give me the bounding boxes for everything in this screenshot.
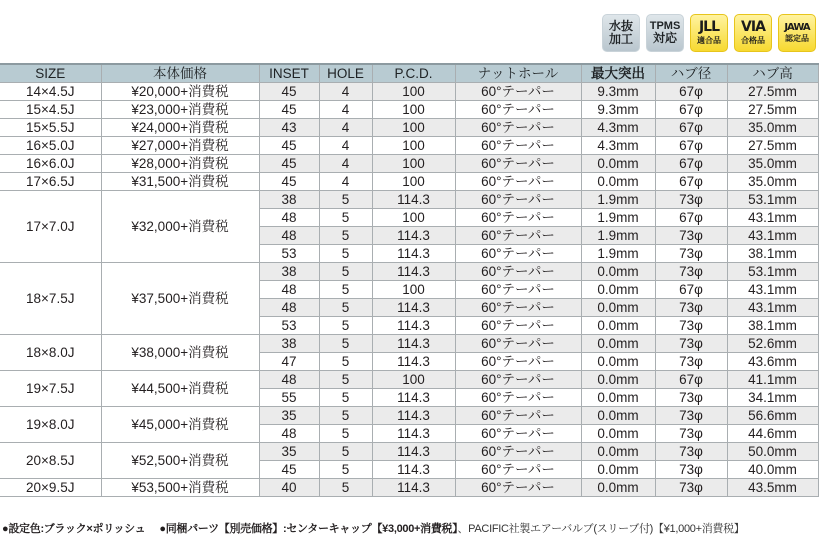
- hole-cell: 4: [319, 137, 372, 155]
- hub-height-cell: 43.1mm: [727, 281, 818, 299]
- nut-hole-cell: 60°テーパー: [455, 371, 581, 389]
- badge-line: TPMS: [649, 19, 681, 32]
- hub-diameter-cell: 73φ: [655, 479, 727, 497]
- inset-cell: 48: [259, 299, 319, 317]
- hub-diameter-cell: 73φ: [655, 227, 727, 245]
- table-header-row: [0, 64, 818, 83]
- col-header-price: 本体価格: [101, 64, 259, 83]
- inset-cell: 40: [259, 479, 319, 497]
- hole-cell: 4: [319, 119, 372, 137]
- hub-height-cell: 56.6mm: [727, 407, 818, 425]
- nut-hole-cell: 60°テーパー: [455, 173, 581, 191]
- max-protrusion-cell: 1.9mm: [581, 227, 655, 245]
- table-row: [0, 137, 818, 155]
- pcd-cell: 114.3: [372, 425, 455, 443]
- hole-cell: 5: [319, 281, 372, 299]
- max-protrusion-cell: 0.0mm: [581, 407, 655, 425]
- size-cell: 20×8.5J: [0, 443, 101, 479]
- max-protrusion-cell: 0.0mm: [581, 371, 655, 389]
- hub-diameter-cell: 73φ: [655, 425, 727, 443]
- hub-height-cell: 34.1mm: [727, 389, 818, 407]
- col-header-hub-height: ハブ高: [727, 64, 818, 83]
- nut-hole-cell: 60°テーパー: [455, 155, 581, 173]
- hub-height-cell: 43.1mm: [727, 299, 818, 317]
- size-cell: 17×7.0J: [0, 191, 101, 263]
- max-protrusion-cell: 0.0mm: [581, 281, 655, 299]
- price-cell: ¥31,500+消費税: [101, 173, 259, 191]
- price-cell: ¥38,000+消費税: [101, 335, 259, 371]
- nut-hole-cell: 60°テーパー: [455, 353, 581, 371]
- hub-height-cell: 53.1mm: [727, 191, 818, 209]
- nut-hole-cell: 60°テーパー: [455, 263, 581, 281]
- pcd-cell: 100: [372, 281, 455, 299]
- size-cell: 18×8.0J: [0, 335, 101, 371]
- badge-line: 対応: [652, 31, 677, 46]
- nut-hole-cell: 60°テーパー: [455, 137, 581, 155]
- hub-height-cell: 52.6mm: [727, 335, 818, 353]
- size-cell: 14×4.5J: [0, 83, 101, 101]
- hub-height-cell: 43.6mm: [727, 353, 818, 371]
- hub-diameter-cell: 67φ: [655, 173, 727, 191]
- pcd-cell: 114.3: [372, 353, 455, 371]
- hole-cell: 5: [319, 371, 372, 389]
- hole-cell: 5: [319, 227, 372, 245]
- pcd-cell: 114.3: [372, 191, 455, 209]
- badge-line: 加工: [608, 32, 633, 46]
- inset-cell: 35: [259, 443, 319, 461]
- hole-cell: 4: [319, 83, 372, 101]
- nut-hole-cell: 60°テーパー: [455, 335, 581, 353]
- nut-hole-cell: 60°テーパー: [455, 191, 581, 209]
- hole-cell: 5: [319, 263, 372, 281]
- inset-cell: 53: [259, 317, 319, 335]
- hub-diameter-cell: 67φ: [655, 101, 727, 119]
- size-cell: 16×6.0J: [0, 155, 101, 173]
- pcd-cell: 114.3: [372, 299, 455, 317]
- pcd-cell: 114.3: [372, 389, 455, 407]
- hub-height-cell: 38.1mm: [727, 245, 818, 263]
- inset-cell: 53: [259, 245, 319, 263]
- size-cell: 18×7.5J: [0, 263, 101, 335]
- pcd-cell: 114.3: [372, 317, 455, 335]
- hub-height-cell: 44.6mm: [727, 425, 818, 443]
- inset-cell: 48: [259, 281, 319, 299]
- inset-cell: 48: [259, 371, 319, 389]
- max-protrusion-cell: 9.3mm: [581, 101, 655, 119]
- hub-height-cell: 43.1mm: [727, 209, 818, 227]
- size-cell: 19×8.0J: [0, 407, 101, 443]
- price-cell: ¥27,000+消費税: [101, 137, 259, 155]
- price-cell: ¥52,500+消費税: [101, 443, 259, 479]
- size-cell: 15×4.5J: [0, 101, 101, 119]
- price-cell: ¥24,000+消費税: [101, 119, 259, 137]
- badge-label: 合格品: [741, 36, 765, 46]
- hub-height-cell: 53.1mm: [727, 263, 818, 281]
- jwl-compliant-badge: [690, 14, 728, 52]
- pcd-cell: 100: [372, 371, 455, 389]
- inset-cell: 38: [259, 191, 319, 209]
- hole-cell: 5: [319, 443, 372, 461]
- col-header-size: SIZE: [0, 64, 101, 83]
- max-protrusion-cell: 4.3mm: [581, 137, 655, 155]
- hub-height-cell: 35.0mm: [727, 155, 818, 173]
- hub-height-cell: 27.5mm: [727, 83, 818, 101]
- nut-hole-cell: 60°テーパー: [455, 461, 581, 479]
- max-protrusion-cell: 0.0mm: [581, 389, 655, 407]
- hub-diameter-cell: 67φ: [655, 209, 727, 227]
- inset-cell: 38: [259, 335, 319, 353]
- table-row: [0, 101, 818, 119]
- hub-height-cell: 35.0mm: [727, 173, 818, 191]
- hub-height-cell: 43.5mm: [727, 479, 818, 497]
- nut-hole-cell: 60°テーパー: [455, 83, 581, 101]
- hub-height-cell: 40.0mm: [727, 461, 818, 479]
- pcd-cell: 100: [372, 101, 455, 119]
- badge-label: 適合品: [697, 36, 721, 46]
- nut-hole-cell: 60°テーパー: [455, 299, 581, 317]
- inset-cell: 45: [259, 83, 319, 101]
- hub-diameter-cell: 67φ: [655, 371, 727, 389]
- hole-cell: 5: [319, 245, 372, 263]
- nut-hole-cell: 60°テーパー: [455, 101, 581, 119]
- hub-diameter-cell: 73φ: [655, 335, 727, 353]
- inset-cell: 45: [259, 173, 319, 191]
- max-protrusion-cell: 9.3mm: [581, 83, 655, 101]
- hub-height-cell: 27.5mm: [727, 137, 818, 155]
- hole-cell: 5: [319, 209, 372, 227]
- hub-diameter-cell: 67φ: [655, 155, 727, 173]
- inset-cell: 38: [259, 263, 319, 281]
- max-protrusion-cell: 0.0mm: [581, 425, 655, 443]
- price-cell: ¥28,000+消費税: [101, 155, 259, 173]
- col-header-nut-hole: ナットホール: [455, 64, 581, 83]
- valve-note: 、PACIFIC社製エアーバルブ(スリーブ付)【¥1,000+消費税】: [457, 523, 745, 535]
- col-header-hub-diameter: ハブ径: [655, 64, 727, 83]
- max-protrusion-cell: 1.9mm: [581, 191, 655, 209]
- hub-diameter-cell: 67φ: [655, 119, 727, 137]
- hole-cell: 5: [319, 353, 372, 371]
- col-header-max-protrusion: 最大突出: [581, 64, 655, 83]
- table-body: [0, 83, 818, 497]
- max-protrusion-cell: 4.3mm: [581, 119, 655, 137]
- inset-cell: 45: [259, 137, 319, 155]
- hub-diameter-cell: 67φ: [655, 83, 727, 101]
- nut-hole-cell: 60°テーパー: [455, 245, 581, 263]
- pcd-cell: 100: [372, 119, 455, 137]
- hub-diameter-cell: 73φ: [655, 461, 727, 479]
- via-logo-icon: VIA: [741, 19, 765, 36]
- price-cell: ¥20,000+消費税: [101, 83, 259, 101]
- size-cell: 15×5.5J: [0, 119, 101, 137]
- nut-hole-cell: 60°テーパー: [455, 443, 581, 461]
- badge-line: 水抜: [608, 19, 633, 34]
- certification-badges: [602, 14, 816, 52]
- pcd-cell: 100: [372, 83, 455, 101]
- inset-cell: 45: [259, 155, 319, 173]
- hub-height-cell: 35.0mm: [727, 119, 818, 137]
- hole-cell: 5: [319, 335, 372, 353]
- table-row: [0, 407, 818, 425]
- hole-cell: 5: [319, 191, 372, 209]
- nut-hole-cell: 60°テーパー: [455, 389, 581, 407]
- hub-diameter-cell: 73φ: [655, 353, 727, 371]
- price-cell: ¥45,000+消費税: [101, 407, 259, 443]
- inset-cell: 45: [259, 461, 319, 479]
- hub-height-cell: 43.1mm: [727, 227, 818, 245]
- footer-notes: [2, 520, 745, 536]
- max-protrusion-cell: 0.0mm: [581, 173, 655, 191]
- inset-cell: 48: [259, 227, 319, 245]
- inset-cell: 43: [259, 119, 319, 137]
- hole-cell: 4: [319, 155, 372, 173]
- max-protrusion-cell: 0.0mm: [581, 263, 655, 281]
- table-row: [0, 119, 818, 137]
- size-cell: 17×6.5J: [0, 173, 101, 191]
- table-row: [0, 263, 818, 281]
- drain-processing-badge: [602, 14, 640, 52]
- hole-cell: 5: [319, 425, 372, 443]
- hole-cell: 4: [319, 173, 372, 191]
- max-protrusion-cell: 0.0mm: [581, 461, 655, 479]
- inset-cell: 45: [259, 101, 319, 119]
- hub-height-cell: 41.1mm: [727, 371, 818, 389]
- hub-diameter-cell: 67φ: [655, 281, 727, 299]
- max-protrusion-cell: 0.0mm: [581, 443, 655, 461]
- max-protrusion-cell: 0.0mm: [581, 299, 655, 317]
- jawa-logo-icon: JAWA: [784, 21, 810, 33]
- pcd-cell: 114.3: [372, 461, 455, 479]
- max-protrusion-cell: 1.9mm: [581, 209, 655, 227]
- table-row: [0, 155, 818, 173]
- jawa-certified-badge: [778, 14, 816, 52]
- badge-label: 認定品: [785, 34, 809, 44]
- hub-diameter-cell: 73φ: [655, 389, 727, 407]
- col-header-hole: HOLE: [319, 64, 372, 83]
- nut-hole-cell: 60°テーパー: [455, 227, 581, 245]
- hub-height-cell: 50.0mm: [727, 443, 818, 461]
- hub-diameter-cell: 67φ: [655, 137, 727, 155]
- pcd-cell: 100: [372, 155, 455, 173]
- inset-cell: 48: [259, 425, 319, 443]
- price-cell: ¥44,500+消費税: [101, 371, 259, 407]
- hub-diameter-cell: 73φ: [655, 191, 727, 209]
- price-cell: ¥37,500+消費税: [101, 263, 259, 335]
- nut-hole-cell: 60°テーパー: [455, 479, 581, 497]
- table-row: [0, 83, 818, 101]
- table-row: [0, 443, 818, 461]
- pcd-cell: 114.3: [372, 443, 455, 461]
- price-cell: ¥32,000+消費税: [101, 191, 259, 263]
- hole-cell: 5: [319, 461, 372, 479]
- hub-diameter-cell: 73φ: [655, 299, 727, 317]
- pcd-cell: 114.3: [372, 227, 455, 245]
- hub-diameter-cell: 73φ: [655, 407, 727, 425]
- pcd-cell: 114.3: [372, 245, 455, 263]
- hole-cell: 5: [319, 389, 372, 407]
- max-protrusion-cell: 0.0mm: [581, 155, 655, 173]
- hub-diameter-cell: 73φ: [655, 263, 727, 281]
- hub-diameter-cell: 73φ: [655, 317, 727, 335]
- hub-diameter-cell: 73φ: [655, 245, 727, 263]
- table-row: [0, 173, 818, 191]
- hole-cell: 5: [319, 299, 372, 317]
- max-protrusion-cell: 0.0mm: [581, 353, 655, 371]
- pcd-cell: 114.3: [372, 407, 455, 425]
- pcd-cell: 100: [372, 137, 455, 155]
- nut-hole-cell: 60°テーパー: [455, 317, 581, 335]
- table-row: [0, 371, 818, 389]
- pcd-cell: 114.3: [372, 479, 455, 497]
- color-note: ●設定色:ブラック×ポリッシュ: [2, 523, 146, 535]
- price-cell: ¥53,500+消費税: [101, 479, 259, 497]
- inset-cell: 55: [259, 389, 319, 407]
- nut-hole-cell: 60°テーパー: [455, 407, 581, 425]
- max-protrusion-cell: 0.0mm: [581, 335, 655, 353]
- price-cell: ¥23,000+消費税: [101, 101, 259, 119]
- pcd-cell: 100: [372, 209, 455, 227]
- pcd-cell: 114.3: [372, 263, 455, 281]
- hub-height-cell: 38.1mm: [727, 317, 818, 335]
- nut-hole-cell: 60°テーパー: [455, 119, 581, 137]
- size-cell: 16×5.0J: [0, 137, 101, 155]
- parts-note: ●同梱パーツ【別売価格】:センターキャップ【¥3,000+消費税】: [159, 523, 458, 535]
- size-cell: 19×7.5J: [0, 371, 101, 407]
- table-row: [0, 335, 818, 353]
- hub-height-cell: 27.5mm: [727, 101, 818, 119]
- size-cell: 20×9.5J: [0, 479, 101, 497]
- hub-diameter-cell: 73φ: [655, 443, 727, 461]
- inset-cell: 48: [259, 209, 319, 227]
- table-row: [0, 191, 818, 209]
- nut-hole-cell: 60°テーパー: [455, 425, 581, 443]
- hole-cell: 4: [319, 101, 372, 119]
- max-protrusion-cell: 1.9mm: [581, 245, 655, 263]
- table-row: [0, 479, 818, 497]
- tpms-compatible-badge: [646, 14, 684, 52]
- max-protrusion-cell: 0.0mm: [581, 317, 655, 335]
- jwl-logo-icon: JLL: [698, 19, 720, 36]
- wheel-spec-table: [0, 63, 819, 497]
- col-header-inset: INSET: [259, 64, 319, 83]
- pcd-cell: 114.3: [372, 335, 455, 353]
- nut-hole-cell: 60°テーパー: [455, 281, 581, 299]
- hole-cell: 5: [319, 407, 372, 425]
- nut-hole-cell: 60°テーパー: [455, 209, 581, 227]
- via-passed-badge: [734, 14, 772, 52]
- hole-cell: 5: [319, 479, 372, 497]
- pcd-cell: 100: [372, 173, 455, 191]
- max-protrusion-cell: 0.0mm: [581, 479, 655, 497]
- col-header-pcd: P.C.D.: [372, 64, 455, 83]
- inset-cell: 35: [259, 407, 319, 425]
- hole-cell: 5: [319, 317, 372, 335]
- inset-cell: 47: [259, 353, 319, 371]
